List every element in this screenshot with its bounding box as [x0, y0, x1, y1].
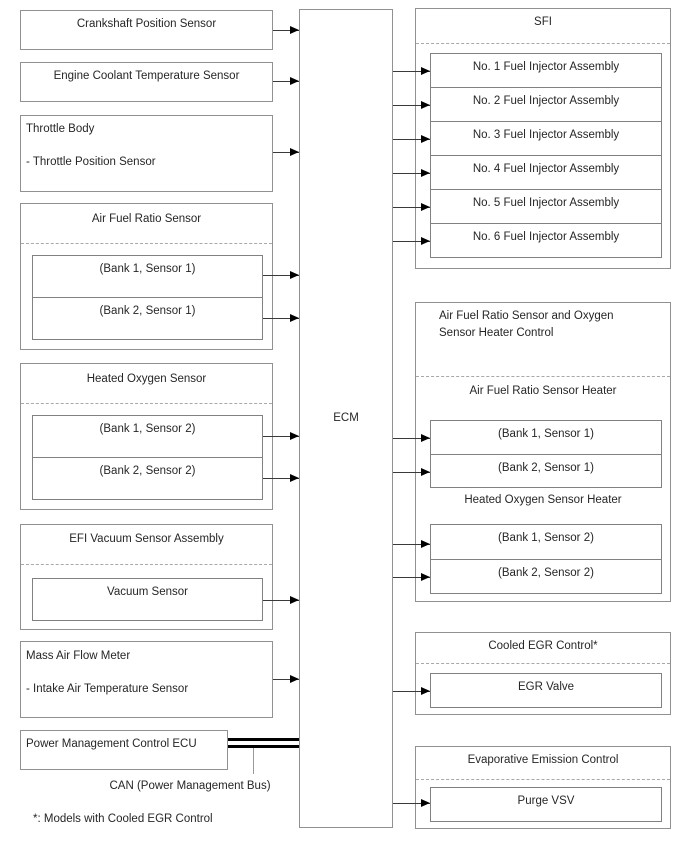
arrow-ecm-to-injector-1	[393, 71, 430, 72]
arrow-maf-to-ecm	[273, 679, 299, 680]
box-label: Crankshaft Position Sensor	[76, 18, 217, 30]
box-title: Air Fuel Ratio Sensor and Oxygen Sensor Heater Control	[439, 310, 614, 339]
arrow-ecm-to-purge-vsv	[393, 803, 430, 804]
afr-heater-label: Air Fuel Ratio Sensor Heater	[469, 385, 617, 397]
table-cell: (Bank 2, Sensor 1)	[33, 297, 262, 339]
arrow-ecm-to-injector-6	[393, 241, 430, 242]
box-efi-vacuum-sensor-assembly	[20, 524, 273, 630]
can-bus-line-lower	[228, 745, 299, 748]
arrow-coolant-to-ecm	[273, 81, 299, 82]
purge-vsv-table	[430, 787, 662, 822]
box-power-management-control-ecu	[20, 730, 228, 770]
dashed-divider	[21, 243, 272, 244]
arrow-ho2s-b2s2-to-ecm	[263, 478, 299, 479]
box-engine-coolant-temperature-sensor	[20, 62, 273, 102]
box-afr-oxygen-heater-control	[415, 302, 671, 602]
table-cell: No. 5 Fuel Injector Assembly	[431, 189, 661, 223]
arrow-ecm-to-afr-heater-b2s1	[393, 472, 430, 473]
dashed-divider	[416, 43, 670, 44]
arrow-vacuum-to-ecm	[263, 600, 299, 601]
box-sub-item: - Intake Air Temperature Sensor	[26, 683, 189, 695]
table-cell: No. 2 Fuel Injector Assembly	[431, 87, 661, 121]
dashed-divider	[416, 376, 670, 377]
box-air-fuel-ratio-sensor	[20, 203, 273, 350]
box-title: Mass Air Flow Meter	[26, 650, 131, 662]
arrow-ecm-to-injector-4	[393, 173, 430, 174]
box-heated-oxygen-sensor	[20, 363, 273, 510]
box-title: Throttle Body	[26, 123, 95, 135]
box-cooled-egr-control	[415, 632, 671, 715]
box-sfi	[415, 8, 671, 269]
arrow-ho2s-b1s2-to-ecm	[263, 436, 299, 437]
arrow-ecm-to-egr-valve	[393, 691, 430, 692]
box-title: Evaporative Emission Control	[467, 754, 619, 766]
dashed-divider	[21, 564, 272, 565]
arrow-ecm-to-injector-5	[393, 207, 430, 208]
afr-sensor-banks-table	[32, 255, 263, 340]
box-ecm	[299, 9, 393, 828]
box-title: SFI	[534, 16, 552, 28]
arrow-ecm-to-injector-2	[393, 105, 430, 106]
arrow-throttle-to-ecm	[273, 152, 299, 153]
ecm-label: ECM	[333, 412, 359, 424]
box-title: Air Fuel Ratio Sensor	[91, 213, 202, 225]
box-crankshaft-position-sensor	[20, 10, 273, 50]
box-mass-air-flow-meter	[20, 641, 273, 718]
arrow-ecm-to-ho2s-heater-b1s2	[393, 544, 430, 545]
arrow-afr-b2s1-to-ecm	[263, 318, 299, 319]
ho2s-heater-label: Heated Oxygen Sensor Heater	[464, 494, 622, 506]
table-cell: (Bank 2, Sensor 1)	[431, 454, 661, 488]
can-bus-label: CAN (Power Management Bus)	[109, 780, 271, 792]
table-cell: No. 6 Fuel Injector Assembly	[431, 223, 661, 257]
box-sub-item: - Throttle Position Sensor	[26, 156, 156, 168]
can-bus-label-leader-line	[253, 748, 254, 774]
table-cell: No. 3 Fuel Injector Assembly	[431, 121, 661, 155]
arrow-ecm-to-injector-3	[393, 139, 430, 140]
footnote: *: Models with Cooled EGR Control	[33, 813, 213, 825]
table-cell: (Bank 1, Sensor 2)	[99, 423, 196, 435]
box-evaporative-emission-control	[415, 746, 671, 829]
table-cell: (Bank 1, Sensor 1)	[498, 428, 594, 440]
table-cell: Purge VSV	[517, 795, 575, 807]
arrow-ecm-to-afr-heater-b1s1	[393, 438, 430, 439]
arrow-ecm-to-ho2s-heater-b2s2	[393, 577, 430, 578]
table-cell: (Bank 2, Sensor 2)	[33, 457, 262, 499]
can-bus-line-upper	[228, 738, 299, 741]
dashed-divider	[21, 403, 272, 404]
table-cell: (Bank 1, Sensor 2)	[498, 532, 594, 544]
box-title: Cooled EGR Control*	[488, 640, 598, 652]
box-label: Engine Coolant Temperature Sensor	[53, 70, 240, 82]
ho2s-heater-table	[430, 524, 662, 594]
dashed-divider	[416, 663, 670, 664]
box-title: Heated Oxygen Sensor	[86, 373, 207, 385]
table-cell: No. 4 Fuel Injector Assembly	[431, 155, 661, 189]
box-title: EFI Vacuum Sensor Assembly	[69, 533, 224, 545]
box-label: Power Management Control ECU	[26, 738, 197, 750]
afr-heater-table	[430, 420, 662, 488]
vacuum-sensor-table	[32, 578, 263, 621]
ho2s-banks-table	[32, 415, 263, 500]
egr-valve-table	[430, 673, 662, 708]
table-cell: No. 1 Fuel Injector Assembly	[472, 61, 620, 73]
arrow-afr-b1s1-to-ecm	[263, 275, 299, 276]
table-cell: Vacuum Sensor	[107, 586, 188, 598]
table-cell: (Bank 1, Sensor 1)	[99, 263, 196, 275]
fuel-injector-table	[430, 53, 662, 258]
dashed-divider	[416, 779, 670, 780]
table-cell: (Bank 2, Sensor 2)	[431, 559, 661, 594]
table-cell: EGR Valve	[517, 681, 575, 693]
box-throttle-body	[20, 115, 273, 192]
arrow-crankshaft-to-ecm	[273, 30, 299, 31]
